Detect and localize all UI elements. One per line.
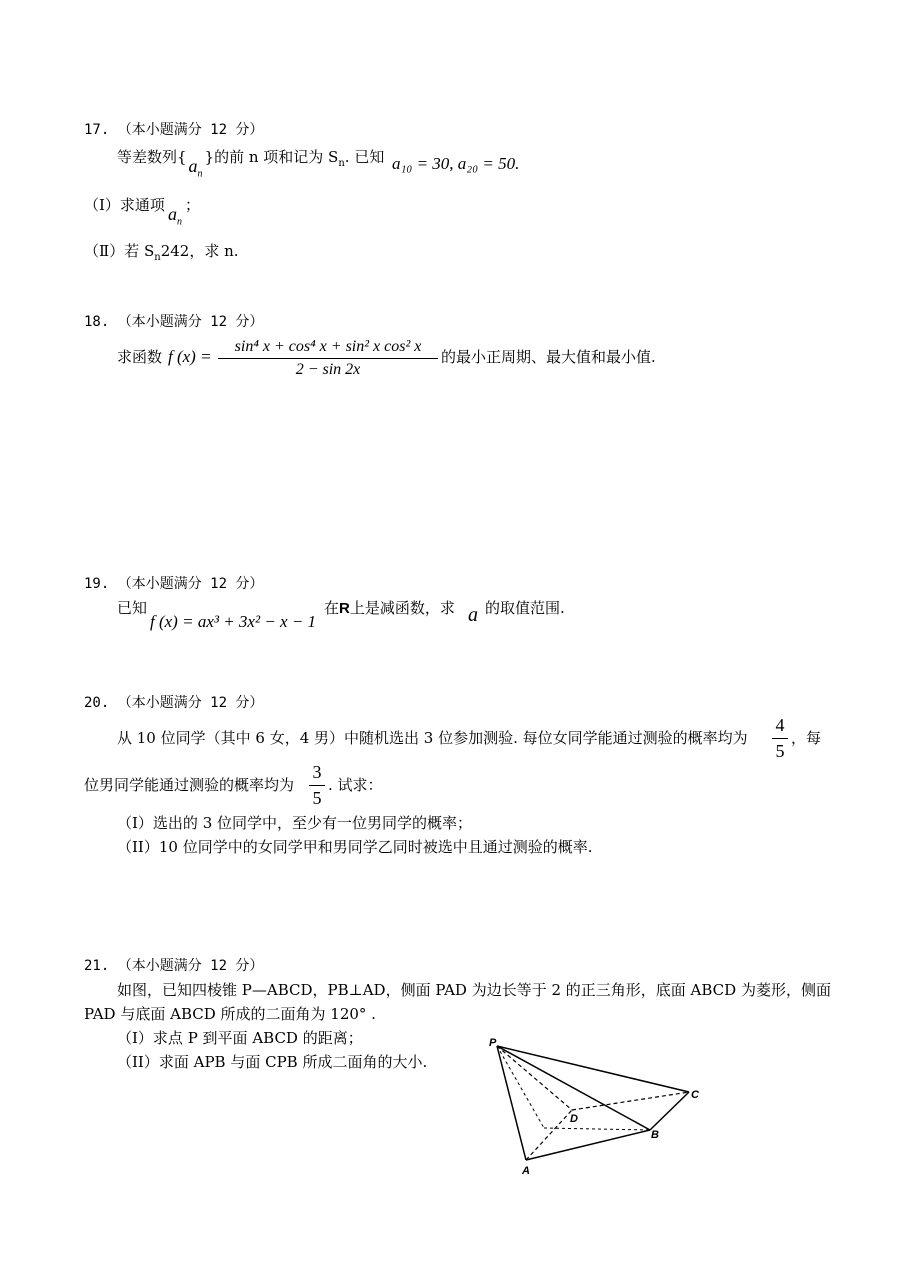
fraction-bar (218, 358, 438, 359)
q21-part2: （II）求面 APB 与面 CPB 所成二面角的大小. (117, 1053, 428, 1071)
q18-header: 18. （本小题满分 12 分） (84, 314, 264, 330)
q21-line2: PAD 与底面 ABCD 所成的二面角为 120° . (84, 1005, 376, 1023)
q20-fraction-female: 4 5 (772, 715, 788, 761)
q19-intro: 已知 (117, 599, 148, 617)
q17-header: 17. （本小题满分 12 分） (84, 122, 264, 138)
q17-part1: （Ⅰ）求通项 $a_n$； (84, 196, 200, 228)
q18-denominator: 2 − sin 2x (295, 361, 361, 379)
edge-PC (497, 1046, 689, 1092)
vertex-label-C: C (691, 1089, 699, 1101)
q20-line1: 从 10 位同学（其中 6 女，4 男）中随机选出 3 位参加测验. 每位女同学能通过测验的概率均为 (117, 729, 748, 747)
edge-PA (497, 1046, 526, 1160)
q21-line1: 如图，已知四棱锥 P—ABCD，PB⊥AD，侧面 PAD 为边长等于 2 的正三角形，底面 ABCD 为菱形，侧面 (117, 981, 831, 999)
edge-AD (526, 1110, 572, 1160)
q18-fraction (218, 338, 438, 380)
q20-line2-end: . 试求： (328, 776, 383, 794)
q18-function-name: f (x) = (168, 347, 212, 366)
vertex-label-B: B (651, 1129, 659, 1141)
q20-part1: （I）选出的 3 位同学中，至少有一位男同学的概率； (117, 814, 473, 832)
q17-intro: 等差数列{ $a_n$}的前 n 项和记为 $S_n$. 已知 (117, 148, 385, 180)
q20-part2: （II）10 位同学中的女同学甲和男同学乙同时被选中且通过测验的概率. (117, 838, 593, 856)
auxiliary-line (544, 1128, 650, 1130)
q20-line1-end: ，每 (791, 729, 822, 747)
q20-line2: 位男同学能通过测验的概率均为 (84, 776, 295, 794)
vertex-label-P: P (489, 1037, 497, 1049)
edge-AB (526, 1130, 650, 1160)
q17-part2: （Ⅱ）若 $S_n242$，求 n. (84, 242, 239, 263)
q19-middle: 在R上是减函数，求 (324, 599, 455, 617)
q19-variable: a (468, 604, 478, 626)
vertex-label-D: D (570, 1113, 578, 1125)
fraction-bar (309, 785, 325, 786)
q20-fraction-male: 3 5 (309, 762, 325, 808)
q19-header: 19. （本小题满分 12 分） (84, 576, 264, 592)
q20-header: 20. （本小题满分 12 分） (84, 695, 264, 711)
vertex-label-A: A (522, 1165, 530, 1177)
q19-outro: 的取值范围. (485, 599, 565, 617)
fraction-bar (772, 738, 788, 739)
edge-DC (572, 1092, 689, 1110)
q17-given-values: a₁₀ = 30, a₂₀ = 50. (392, 154, 520, 173)
q18-intro: 求函数 (117, 348, 163, 366)
q18-outro: 的最小正周期、最大值和最小值. (441, 348, 656, 366)
q21-part1: （I）求点 P 到平面 ABCD 的距离； (117, 1029, 363, 1047)
q18-numerator: sin⁴ x + cos⁴ x + sin² x cos² x (234, 338, 422, 355)
pyramid-figure (484, 1032, 714, 1178)
q19-function: f (x) = ax³ + 3x² − x − 1 (150, 612, 317, 631)
q21-header: 21. （本小题满分 12 分） (84, 958, 264, 974)
